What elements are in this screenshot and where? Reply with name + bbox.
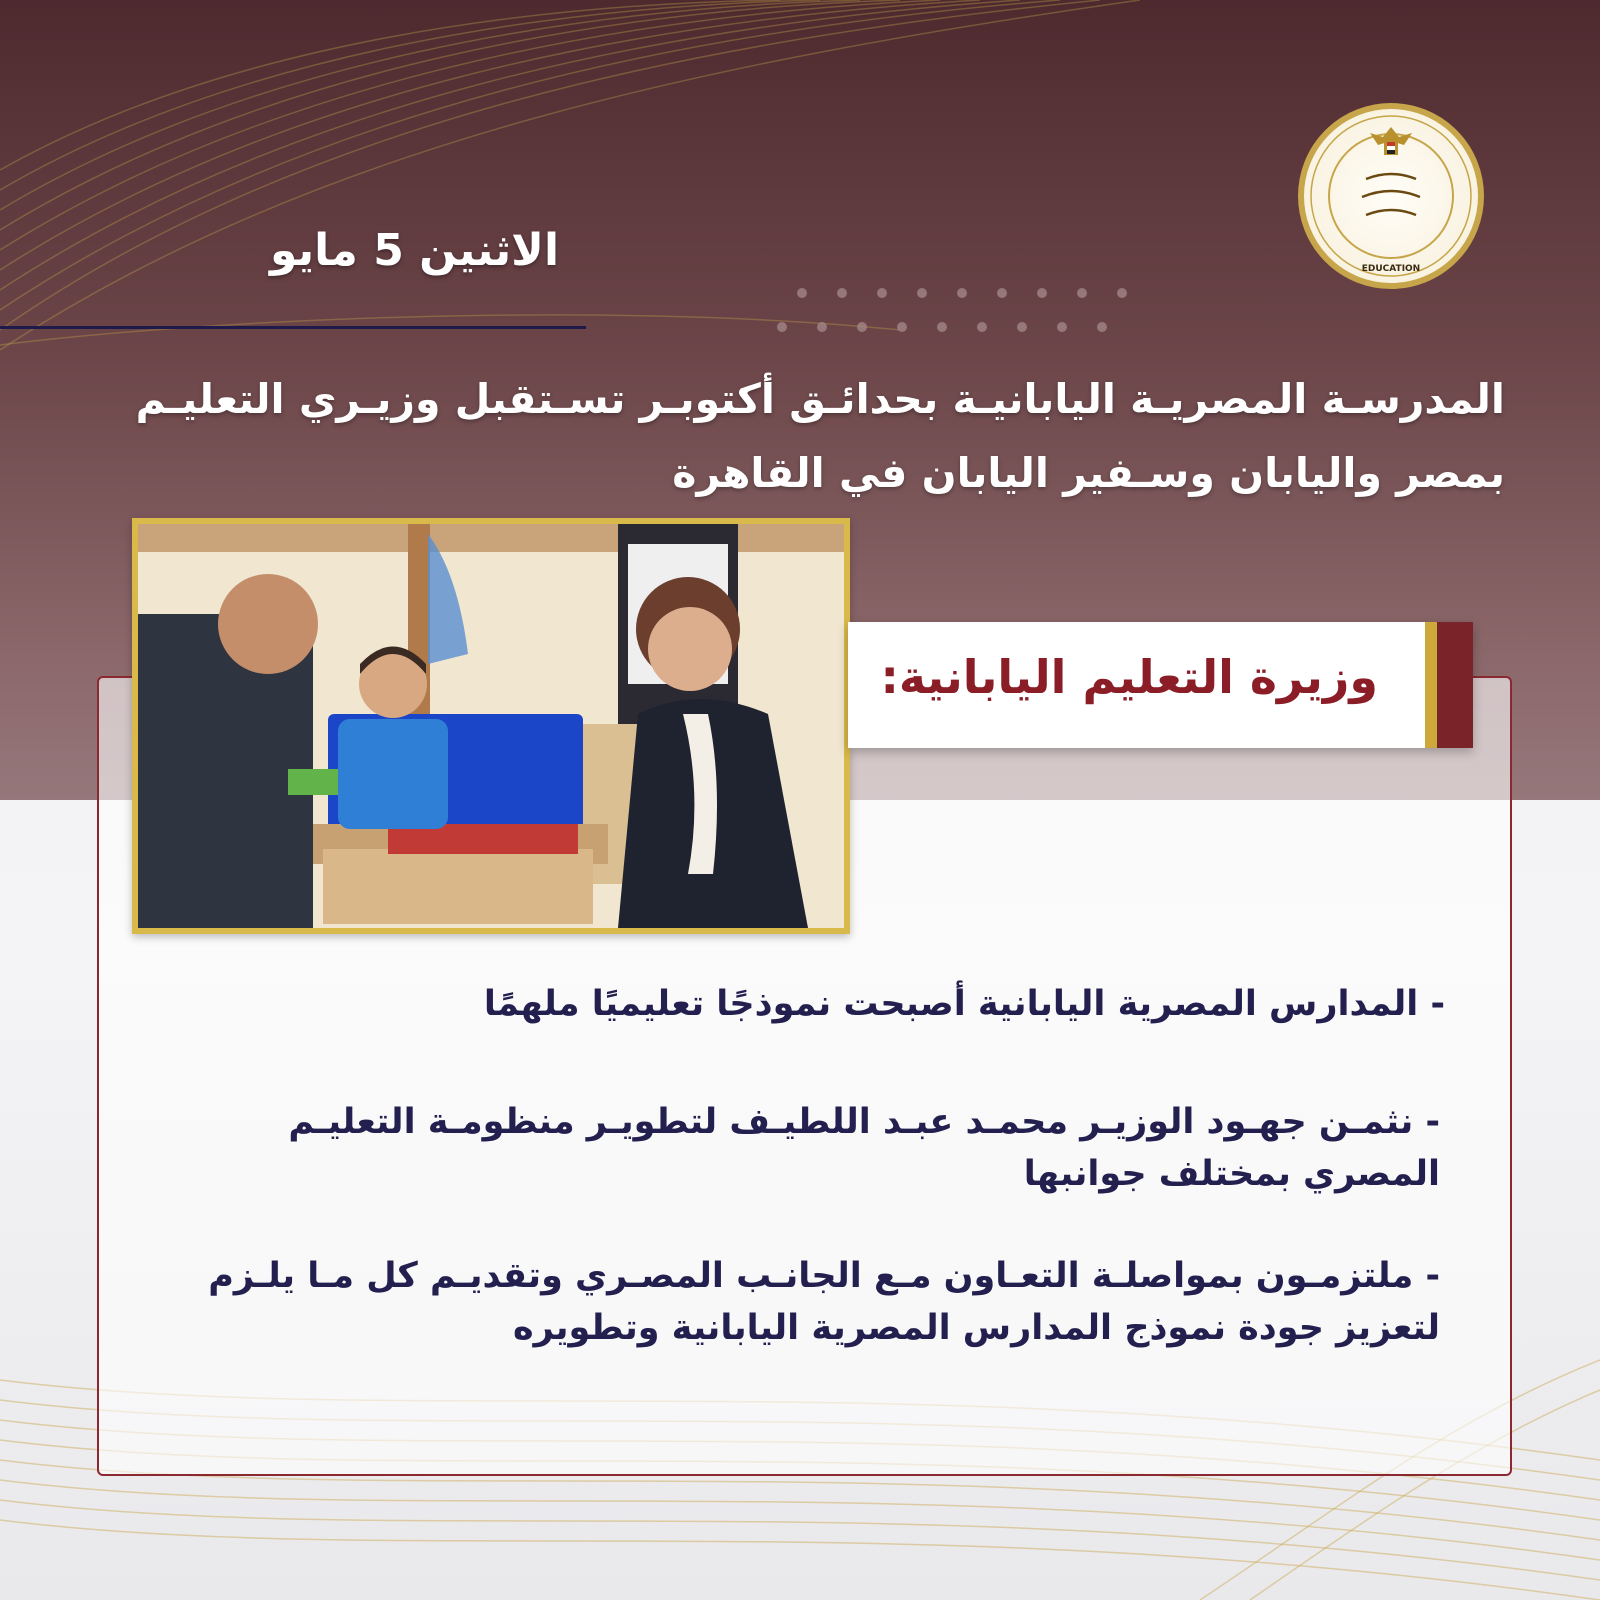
seal-emblem-icon bbox=[1304, 109, 1478, 283]
heading-maroon-bar bbox=[1437, 622, 1473, 748]
section-heading: وزيرة التعليم اليابانية: bbox=[880, 650, 1378, 704]
headline: المدرسـة المصريـة اليابانيـة بحدائـق أكتوبـر تسـتقبل وزيـري التعليـم بمصر واليابان وسـفير اليابان في القاهرة bbox=[135, 375, 1505, 497]
bullet-list bbox=[150, 978, 1450, 1354]
event-photo bbox=[132, 518, 850, 934]
bullet-item-2: - نثمـن جهـود الوزيـر محمـد عبـد اللطيـف لتطويـر منظومـة التعليـم المصري بمختلف جوانبها bbox=[288, 1102, 1440, 1194]
section-heading-box bbox=[848, 622, 1473, 748]
heading-gold-bar bbox=[1425, 622, 1437, 748]
photo-illustration bbox=[138, 524, 844, 928]
date-underline bbox=[0, 326, 586, 329]
bullet-item-1: - المدارس المصرية اليابانية أصبحت نموذجًا تعليميًا ملهمًا bbox=[483, 984, 1445, 1024]
svg-text:EDUCATION: EDUCATION bbox=[1361, 264, 1421, 274]
ministry-seal-icon bbox=[1298, 103, 1484, 289]
bullet-item-3: - ملتزمـون بمواصلـة التعـاون مـع الجانـب المصـري وتقديـم كل مـا يلـزم لتعزيز جودة نموذج المدارس المصرية اليابانية وتطويره bbox=[208, 1256, 1440, 1348]
dot-pattern bbox=[770, 286, 1130, 336]
date-label: الاثنين 5 مايو bbox=[270, 225, 560, 276]
